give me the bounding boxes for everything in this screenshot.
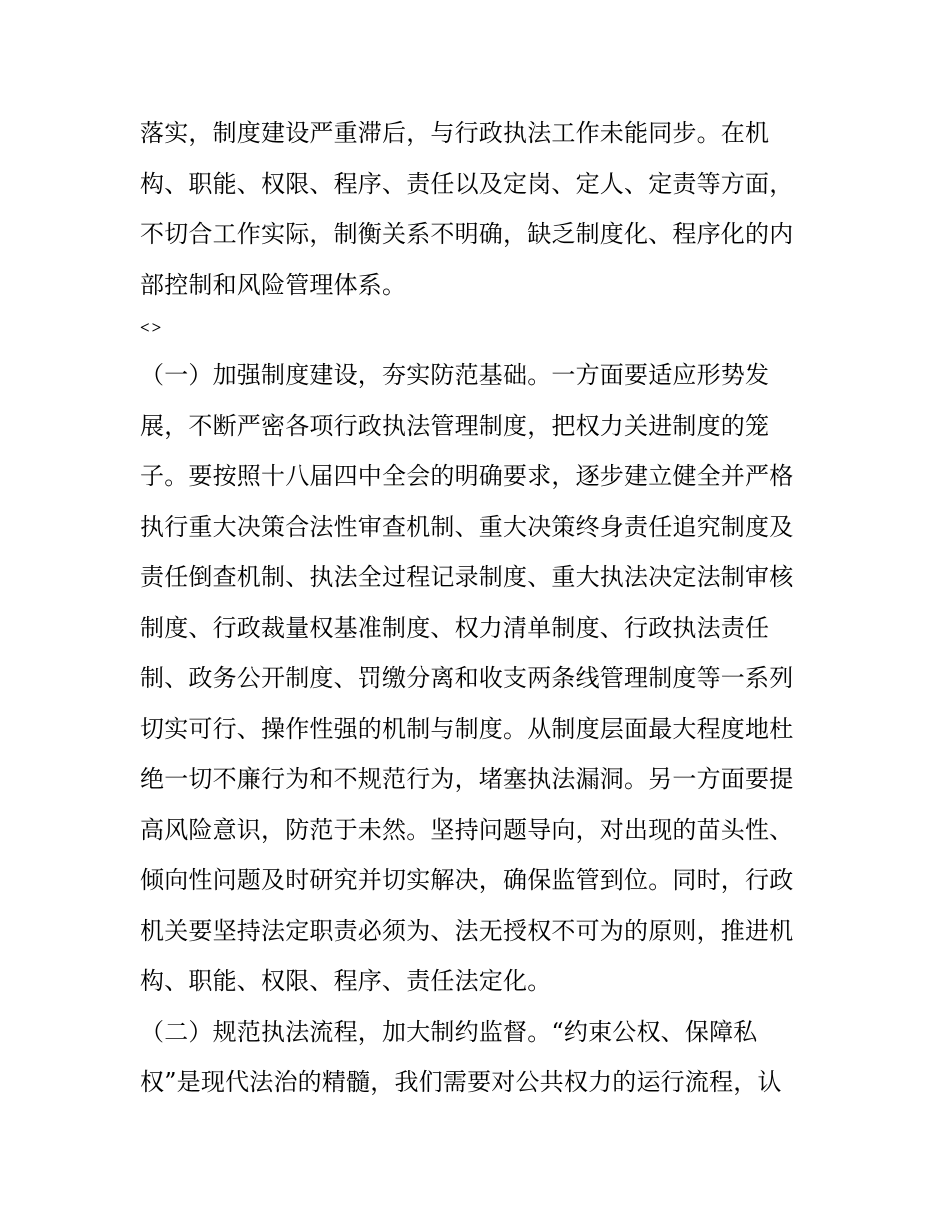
text-line: 不切合工作实际，制衡关系不明确，缺乏制度化、程序化的内 — [140, 220, 794, 248]
document-body — [140, 108, 820, 1108]
text-line: 展，不断严密各项行政执法管理制度，把权力关进制度的笼 — [140, 411, 770, 440]
text-line: 倾向性问题及时研究并切实解决，确保监管到位。同时，行政 — [140, 866, 794, 894]
text-line: 高风险意识，防范于未然。坚持问题导向，对出现的苗头性、 — [140, 815, 794, 844]
text-line: 切实可行、操作性强的机制与制度。从制度层面最大程度地杜 — [140, 714, 794, 743]
text-line: 构、职能、权限、程序、责任以及定岗、定人、定责等方面， — [140, 169, 794, 198]
text-line: 制度、行政裁量权基准制度、权力清单制度、行政执法责任 — [140, 613, 770, 642]
text-line: 责任倒查机制、执法全过程记录制度、重大执法决定法制审核 — [140, 563, 794, 591]
text-line: 子。要按照十八届四中全会的明确要求，逐步建立健全并严格 — [140, 462, 794, 490]
text-line: 绝一切不廉行为和不规范行为，堵塞执法漏洞。另一方面要提 — [140, 765, 794, 793]
text-line: 落实，制度建设严重滞后，与行政执法工作未能同步。在机 — [140, 119, 770, 147]
text-line: 构、职能、权限、程序、责任法定化。 — [140, 967, 552, 995]
text-line: 执行重大决策合法性审查机制、重大决策终身责任追究制度及 — [140, 512, 794, 541]
paragraph-2 — [140, 350, 820, 1007]
text-line: 部控制和风险管理体系。 — [140, 270, 407, 299]
paragraph-3 — [140, 1007, 820, 1108]
text-line: （二）规范执法流程，加大制约监督。“约束公权、保障私 — [140, 1017, 758, 1046]
paragraph-1 — [140, 108, 820, 310]
text-line: 权”是现代法治的精髓，我们需要对公共权力的运行流程，认 — [140, 1068, 782, 1096]
text-line: 机关要坚持法定职责必须为、法无授权不可为的原则，推进机 — [140, 916, 794, 945]
text-line: （一）加强制度建设，夯实防范基础。一方面要适应形势发 — [140, 361, 770, 389]
section-marker: <> — [140, 318, 164, 337]
text-line: 制、政务公开制度、罚缴分离和收支两条线管理制度等一系列 — [140, 664, 794, 692]
